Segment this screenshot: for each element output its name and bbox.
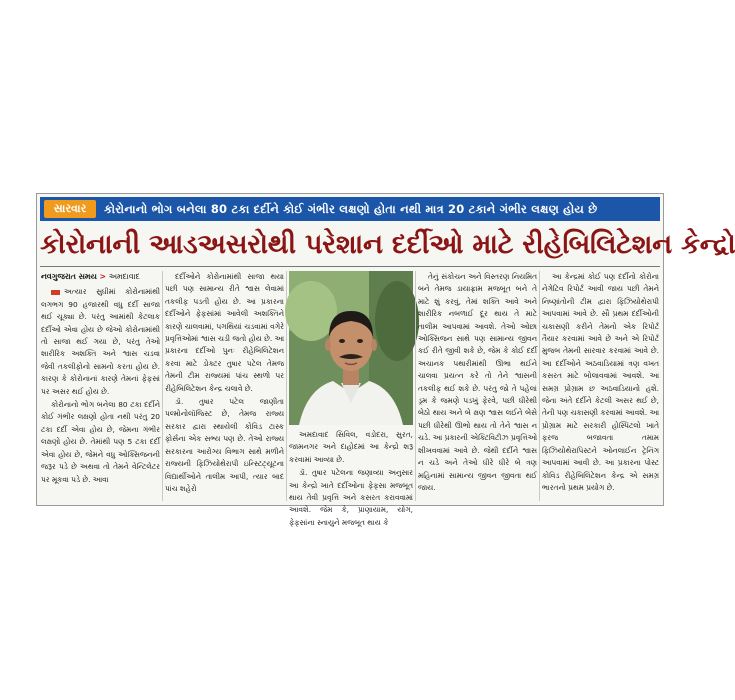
headline: કોરોનાની આડઅસરોથી પરેશાન દર્દીઓ માટે રીહેબિલિટેશન કેન્દ્રો <box>40 229 735 260</box>
article-column-2 <box>165 271 284 503</box>
bullet-marker <box>51 290 60 295</box>
article-column-3 <box>289 429 413 579</box>
byline-city: અમદાવાદ <box>108 272 140 281</box>
paragraph: આ કેન્દ્રમાં કોઈ પણ દર્દીનો કોરોના નેગેટિવ રિપોર્ટ આવી જાય પછી તેમને નિષ્ણાંતોની ટીમ દ્વારા ફિઝિયોથેરાપી આપવામાં આવે છે. સૌ પ્રથમ દર્દીઓની ચકાસણી કરીને તેમનો એક રિપોર્ટ તૈયાર કરવામાં આવે છે અને એ રિપોર્ટ મુજબ તેમની સારવાર કરવામાં આવે છે. આ દર્દીઓને અઠવાડિયામાં ત્રણ વખત કસરત માટે બોલાવવામાં આવશે. આ સમગ્ર પ્રોગ્રામ છ અઠવાડિયાનો હશે. જેના અંતે દર્દીને કેટલી અસર થઈ છે, તેની પણ ચકાસણી કરવામાં આવશે. આ પ્રોગ્રામ માટે સરકારી હોસ્પિટલો ખાતે ફરજ બજાવતા તમામ ફિઝિયોથેરાપિસ્ટને ઓનલાઈન ટ્રેનિંગ આપવામાં આવી છે. આ પ્રકારના પોસ્ટ કોવિડ રીહેબિલિટેશન કેન્દ્ર એ સમગ્ર ભારતનો પ્રથમ પ્રયોગ છે. <box>542 272 659 492</box>
article-column-1 <box>41 271 160 503</box>
byline-arrow: > <box>99 272 107 281</box>
byline <box>41 271 160 283</box>
paragraph <box>41 286 160 398</box>
column-divider <box>415 271 416 501</box>
portrait-photo <box>289 271 413 425</box>
column-divider <box>539 271 540 501</box>
section-tag: સારવાર <box>44 200 96 218</box>
paragraph: અમદાવાદ સિવિલ, વડોદરા, સુરત, જામનગર અને દાહોદમાં આ કેન્દ્રો શરૂ કરવામાં આવ્યા છે. <box>289 430 413 464</box>
article-column-4 <box>418 271 537 503</box>
paragraph: કોરોનાનો ભોગ બનેલા 80 ટકા દર્દીને કોઈ ગંભીર લક્ષણો હોતા નથી પરંતુ 20 ટકા દર્દી એવા હોય છે, જેમના ગંભીર લક્ષણો હોય છે. તેમાંથી પણ 5 ટકા દર્દી એવા હોય છે, જેમને વધુ ઓક્સિજનની જરૂર પડે છે અથવા તો તેમને વેન્ટિલેટર પર મૂકવા પડે છે. આવા <box>41 400 160 484</box>
newspaper-clipping <box>36 193 735 527</box>
subheadline-strip <box>40 197 660 221</box>
article-column-5 <box>542 271 659 503</box>
paragraph-text: અત્યાર સુધીમાં કોરોનામાંથી લગભગ 90 હજારથી વધુ દર્દી સાજા થઈ ચૂક્યા છે. પરંતુ આમાંથી કેટલાક દર્દીઓ એવા હોય છે જેઓ કોરોનામાંથી તો સાજા થઈ ગયા છે, પરંતુ તેઓ શારીરિક અશક્તિ અને શ્વાસ ચડવા જેવી તકલીફોનો સામનો કરતા હોય છે. કારણ કે કોરોનાનાં કારણે તેમનાં ફેફસાં પર અસર થઈ હોય છે. <box>41 287 160 396</box>
byline-source: નવગુજરાત સમય <box>41 272 97 281</box>
paragraph: તેનું સંકોચન અને વિસ્તરણ નિયમિત બને તેમજ ડાયાફ્રામ મજબૂત બને તે માટે શું કરવું, તેમાં શક્તિ આવે અને શારીરિક નબળાઈ દૂર થાય તે માટે તાલીમ આપવામાં આવશે. તેઓ ઓછા ઓક્સિજન સાથે પણ સામાન્ય જીવન કઈ રીતે જીવી શકે છે, જેમ કે કોઈ દર્દી અચાનક પથારીમાંથી ઊભા થઈને ચાલવા પ્રયત્ન કરે તો તેને શ્વાસની તકલીફ થઈ શકે છે. પરંતુ જો તે પહેલાં ડ્રમ કે જમણે પડખું ફેરવે, પછી ધીરેથી બેઠો થાય અને બે ક્ષણ શ્વાસ લઈને બેસે પછી ધીરેથી ઊભો થાય તો તેને શ્વાસ ન ચડે. આ પ્રકારની એક્ટિવિટીઝ પ્રવૃત્તિઓ શીખવવામાં આવે છે. જેથી દર્દીને શ્વાસ ન ચડે અને તેઓ ધીરે ધીરે બે ત્રણ મહિનામાં સામાન્ય જીવન જીવતા થઈ જાય. <box>418 272 537 492</box>
subheadline: કોરોનાનો ભોગ બનેલા 80 ટકા દર્દીને કોઈ ગંભીર લક્ષણો હોતા નથી માત્ર 20 ટકાને ગંભીર લક્ષણ હોય છે <box>104 202 598 216</box>
column-divider <box>162 271 163 501</box>
headline-rule <box>40 266 660 267</box>
paragraph: ડૉ. તુષાર પટેલના જણાવ્યા અનુસાર આ કેન્દ્રો ખાતે દર્દીઓના ફેફસા મજબૂત થાય તેવી પ્રવૃત્તિ અને કસરત કરાવવામાં આવશે. જેમ કે, પ્રાણાયામ, યોગ, ફેફસાંના સ્નાયુને મજબૂત થાય કે <box>289 468 413 527</box>
paragraph: ડૉ. તુષાર પટેલ જાણીતા પલ્મોનોલૉજિસ્ટ છે, તેમજ રાજ્ય સરકાર દ્વારા સ્થાયેલી કોવિડ ટાસ્ક ફોર્સના એક સભ્ય પણ છે. તેઓ રાજ્ય સરકારના આરોગ્ય વિભાગ સાથે મળીને રાજ્યની ફિઝિયોથેરાપી ઇન્સ્ટિટ્યૂટના વિદ્યાર્થીઓને તાલીમ આપી, ત્યાર બાદ પાંચ શહેરો <box>165 397 284 493</box>
portrait-image <box>289 271 413 425</box>
paragraph: દર્દીઓને કોરોનામાંથી સાજા થયા પછી પણ સામાન્ય રીતે શ્વાસ લેવામાં તકલીફ પડતી હોય છે. આ પ્રકારના દર્દીઓને ફેફસાંમાં આવેલી અશક્તિને કારણે ચાલવામાં, પગથિયાં ચડવામાં વગેરે પ્રવૃત્તિઓમાં શ્વાસ ચડી જતો હોય છે. આ પ્રકારના દર્દીઓ પુનઃ રીહેબિલિટેશન કરવા માટે ડોક્ટર તુષાર પટેલ તેમજ તેમની ટીમ રાજ્યમાં પાંચ સ્થળો પર રીહેબિલિટેશન કેન્દ્ર ચલાવે છે. <box>165 272 284 393</box>
